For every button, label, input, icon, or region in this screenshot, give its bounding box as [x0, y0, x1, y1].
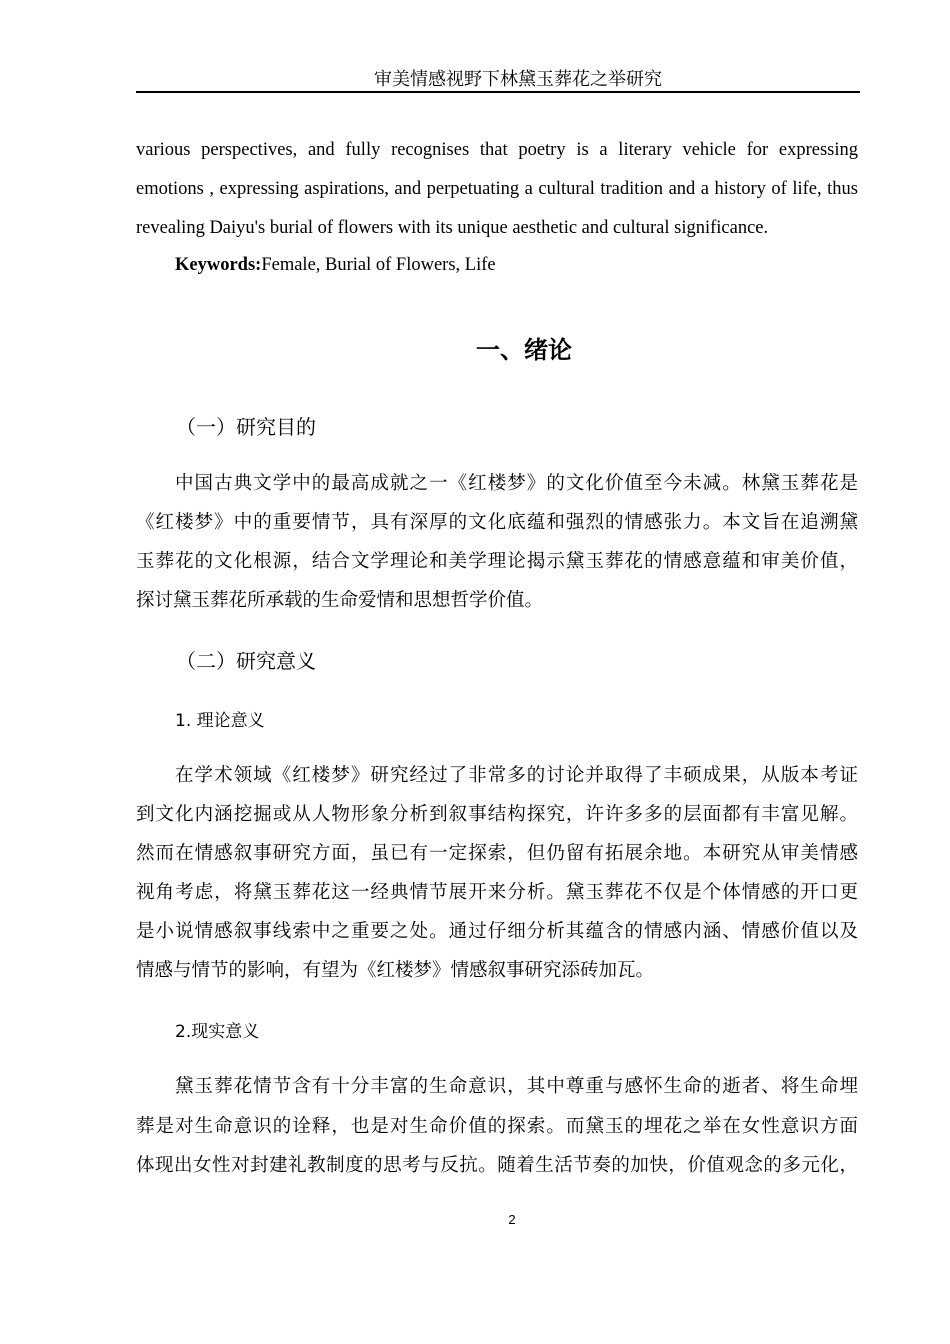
- abstract-line: various perspectives, and fully recognises that poetry is a literary vehicle for expressing: [136, 140, 858, 160]
- abstract-line: revealing Daiyu's burial of flowers with its unique aesthetic and cultural significance.: [136, 218, 769, 238]
- subsection-heading: 2.现实意义: [175, 1022, 260, 1042]
- keywords-value: Female, Burial of Flowers, Life: [261, 255, 496, 275]
- body-line: 《红楼梦》中的重要情节，具有深厚的文化底蕴和强烈的情感张力。本文旨在追溯黛: [136, 512, 858, 533]
- section-heading: （一）研究目的: [176, 415, 316, 439]
- body-line: 中国古典文学中的最高成就之一《红楼梦》的文化价值至今未减。林黛玉葬花是: [175, 473, 858, 494]
- chapter-title: 一、绪论: [476, 336, 572, 364]
- body-line: 情感与情节的影响，有望为《红楼梦》情感叙事研究添砖加瓦。: [136, 960, 655, 981]
- body-line: 视角考虑，将黛玉葬花这一经典情节展开来分析。黛玉葬花不仅是个体情感的开口更: [136, 882, 858, 903]
- body-line: 到文化内涵挖掘或从人物形象分析到叙事结构探究，许许多多的层面都有丰富见解。: [136, 804, 858, 825]
- body-line: 探讨黛玉葬花所承载的生命爱情和思想哲学价值。: [136, 590, 544, 611]
- body-line: 体现出女性对封建礼教制度的思考与反抗。随着生活节奏的加快，价值观念的多元化，: [136, 1155, 858, 1176]
- running-header: 审美情感视野下林黛玉葬花之举研究: [374, 69, 662, 90]
- body-line: 黛玉葬花情节含有十分丰富的生命意识，其中尊重与感怀生命的逝者、将生命埋: [175, 1076, 858, 1097]
- body-line: 葬是对生命意识的诠释，也是对生命价值的探索。而黛玉的埋花之举在女性意识方面: [136, 1116, 858, 1137]
- body-line: 是小说情感叙事线索中之重要之处。通过仔细分析其蕴含的情感内涵、情感价值以及: [136, 921, 858, 942]
- header-rule: [136, 91, 860, 93]
- body-line: 然而在情感叙事研究方面，虽已有一定探索，但仍留有拓展余地。本研究从审美情感: [136, 843, 858, 864]
- abstract-line: emotions , expressing aspirations, and perpetuating a cultural tradition and a history of life, thus: [136, 179, 858, 199]
- page-number: 2: [508, 1212, 516, 1227]
- subsection-heading: 1. 理论意义: [175, 711, 265, 731]
- section-heading: （二）研究意义: [176, 649, 316, 673]
- body-line: 玉葬花的文化根源，结合文学理论和美学理论揭示黛玉葬花的情感意蕴和审美价值，: [136, 551, 858, 572]
- body-line: 在学术领域《红楼梦》研究经过了非常多的讨论并取得了丰硕成果，从版本考证: [175, 765, 858, 786]
- keywords-label: Keywords:: [175, 255, 262, 275]
- keywords: [175, 252, 858, 278]
